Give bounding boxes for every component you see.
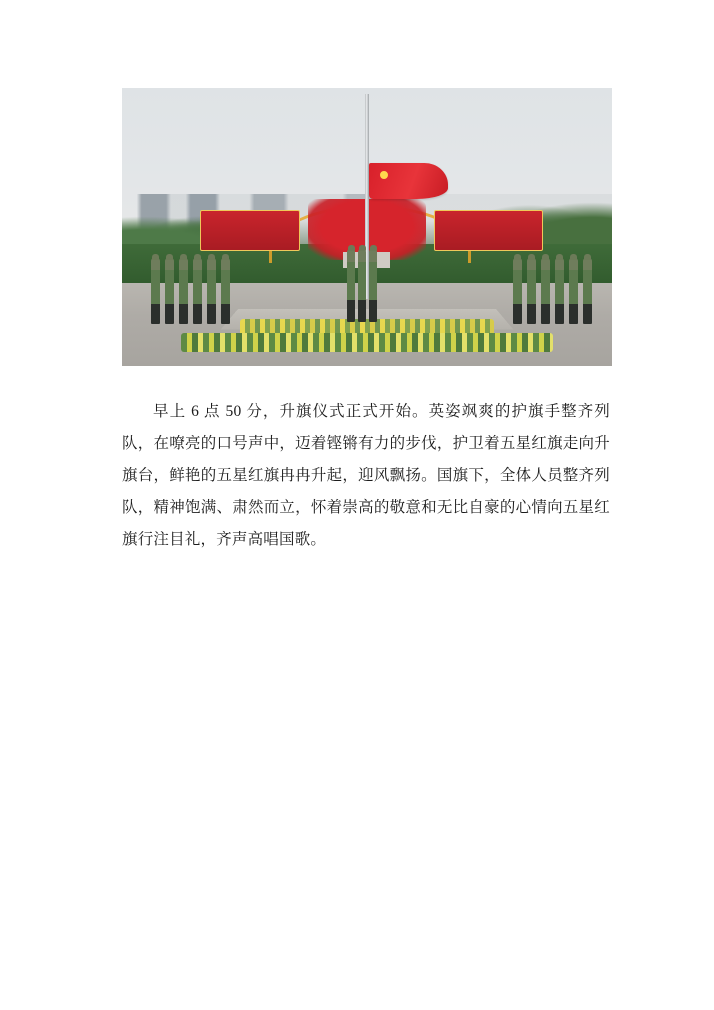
soldier-figure <box>541 258 550 325</box>
chinese-national-flag <box>369 163 447 199</box>
soldier-figure <box>221 258 230 325</box>
flag-raising-ceremony-photo <box>122 88 612 366</box>
soldier-figure <box>207 258 216 325</box>
soldier-figure <box>555 258 564 325</box>
honor-guard-in-camouflage <box>347 249 396 321</box>
soldier-figure <box>179 258 188 325</box>
red-display-board-right <box>434 210 544 251</box>
guard-figure <box>358 249 366 321</box>
flower-bed-lower <box>181 333 553 352</box>
soldier-figure <box>527 258 536 325</box>
formation-of-soldiers-left <box>151 258 230 325</box>
guard-figure <box>347 249 355 321</box>
soldier-figure <box>193 258 202 325</box>
body-paragraph: 早上 6 点 50 分，升旗仪式正式开始。英姿飒爽的护旗手整齐列队，在嘹亮的口号声中，迈着铿锵有力的步伐，护卫着五星红旗走向升旗台，鲜艳的五星红旗冉冉升起，迎风飘扬。国旗下，全体人员整齐列队，精神饱满、肃然而立，怀着崇高的敬意和无比自豪的心情向五星红旗行注目礼，齐声高唱国歌。 <box>122 403 610 548</box>
soldier-figure <box>513 258 522 325</box>
soldier-figure <box>569 258 578 325</box>
soldier-figure <box>583 258 592 325</box>
soldier-figure <box>165 258 174 325</box>
formation-of-soldiers-right <box>513 258 592 325</box>
soldier-figure <box>151 258 160 325</box>
guard-figure <box>369 249 377 321</box>
red-display-board-left <box>200 210 300 251</box>
